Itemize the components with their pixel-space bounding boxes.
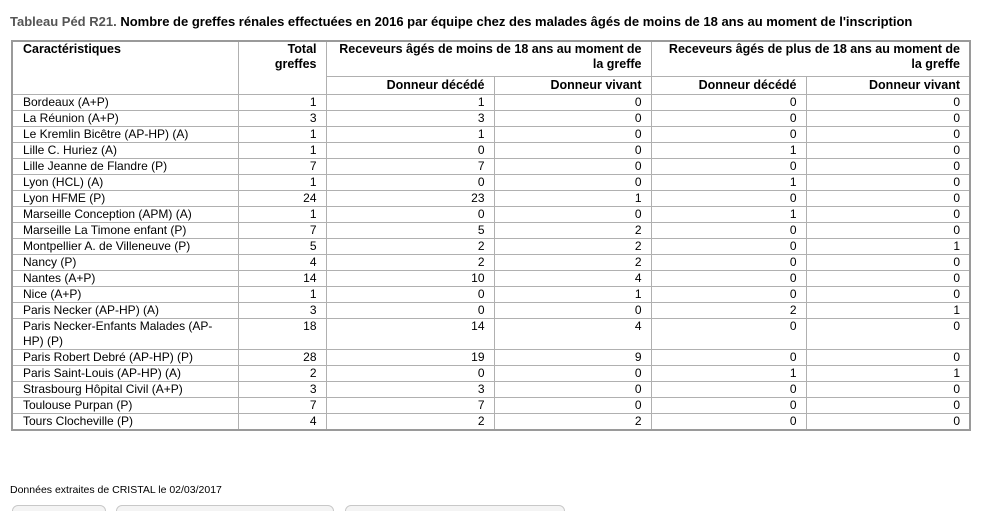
table-row (12, 382, 970, 398)
cell-over18-deceased: 0 (651, 111, 806, 127)
cell-under18-deceased: 2 (326, 239, 494, 255)
cell-over18-living: 0 (806, 414, 970, 431)
cell-over18-deceased: 2 (651, 303, 806, 319)
cell-over18-living: 1 (806, 239, 970, 255)
cell-team: Marseille La Timone enfant (P) (12, 223, 238, 239)
table-row (12, 175, 970, 191)
cell-under18-deceased: 19 (326, 350, 494, 366)
cell-under18-living: 0 (494, 398, 651, 414)
cell-under18-living: 1 (494, 287, 651, 303)
cell-over18-deceased: 0 (651, 382, 806, 398)
source-note: Données extraites de CRISTAL le 02/03/2017 (10, 484, 222, 496)
table-number: Tableau Péd R21. (10, 14, 117, 29)
cell-under18-deceased: 2 (326, 255, 494, 271)
cell-under18-deceased: 14 (326, 319, 494, 350)
cell-total: 3 (238, 111, 326, 127)
cell-under18-living: 4 (494, 319, 651, 350)
cell-over18-deceased: 0 (651, 414, 806, 431)
cell-under18-living: 4 (494, 271, 651, 287)
table-title (10, 14, 912, 29)
cell-under18-living: 0 (494, 127, 651, 143)
cell-team: Montpellier A. de Villeneuve (P) (12, 239, 238, 255)
cell-over18-deceased: 0 (651, 95, 806, 111)
cell-total: 1 (238, 175, 326, 191)
table-row (12, 191, 970, 207)
cell-over18-deceased: 0 (651, 255, 806, 271)
cell-over18-deceased: 1 (651, 143, 806, 159)
table-caption: Nombre de greffes rénales effectuées en 2016 par équipe chez des malades âgés de moins de 18 ans au moment de l'inscription (120, 14, 913, 29)
cell-total: 4 (238, 414, 326, 431)
cell-over18-living: 0 (806, 191, 970, 207)
header-under18-deceased-donor: Donneur décédé (326, 77, 494, 95)
cell-under18-deceased: 23 (326, 191, 494, 207)
cell-total: 7 (238, 398, 326, 414)
table-row (12, 127, 970, 143)
cell-under18-living: 0 (494, 175, 651, 191)
bottom-tab-3[interactable] (345, 505, 565, 511)
table-row (12, 287, 970, 303)
grafts-table (11, 40, 971, 431)
cell-team: Nancy (P) (12, 255, 238, 271)
cell-total: 1 (238, 143, 326, 159)
cell-total: 1 (238, 207, 326, 223)
cell-over18-deceased: 0 (651, 127, 806, 143)
cell-over18-living: 0 (806, 175, 970, 191)
cell-team: Paris Necker (AP-HP) (A) (12, 303, 238, 319)
cell-team: Toulouse Purpan (P) (12, 398, 238, 414)
cell-under18-deceased: 5 (326, 223, 494, 239)
cell-under18-living: 9 (494, 350, 651, 366)
cell-under18-living: 0 (494, 303, 651, 319)
cell-team: Lyon HFME (P) (12, 191, 238, 207)
cell-over18-living: 0 (806, 287, 970, 303)
cell-team: Nantes (A+P) (12, 271, 238, 287)
cell-over18-living: 0 (806, 207, 970, 223)
cell-total: 14 (238, 271, 326, 287)
cell-under18-deceased: 0 (326, 366, 494, 382)
cell-over18-living: 0 (806, 159, 970, 175)
table-row (12, 271, 970, 287)
cell-team: Paris Saint-Louis (AP-HP) (A) (12, 366, 238, 382)
table-row (12, 223, 970, 239)
cell-under18-living: 0 (494, 382, 651, 398)
cell-team: Lille C. Huriez (A) (12, 143, 238, 159)
cell-under18-deceased: 1 (326, 95, 494, 111)
cell-team: Bordeaux (A+P) (12, 95, 238, 111)
header-total: Total greffes (238, 41, 326, 95)
cell-over18-living: 0 (806, 127, 970, 143)
table-body (12, 95, 970, 431)
cell-team: Le Kremlin Bicêtre (AP-HP) (A) (12, 127, 238, 143)
cell-team: Paris Necker-Enfants Malades (AP-HP) (P) (12, 319, 238, 350)
cell-total: 2 (238, 366, 326, 382)
cell-team: La Réunion (A+P) (12, 111, 238, 127)
cell-under18-deceased: 0 (326, 175, 494, 191)
cell-under18-living: 0 (494, 159, 651, 175)
cell-total: 1 (238, 95, 326, 111)
cell-total: 4 (238, 255, 326, 271)
cell-under18-deceased: 3 (326, 382, 494, 398)
cell-total: 24 (238, 191, 326, 207)
cell-under18-deceased: 0 (326, 287, 494, 303)
cell-over18-deceased: 0 (651, 191, 806, 207)
cell-total: 3 (238, 303, 326, 319)
table-row (12, 303, 970, 319)
cell-total: 28 (238, 350, 326, 366)
cell-over18-deceased: 0 (651, 287, 806, 303)
cell-under18-deceased: 0 (326, 303, 494, 319)
table-row (12, 319, 970, 350)
cell-total: 1 (238, 287, 326, 303)
cell-under18-deceased: 0 (326, 143, 494, 159)
cell-total: 7 (238, 223, 326, 239)
table-row (12, 159, 970, 175)
cell-under18-living: 1 (494, 191, 651, 207)
cell-total: 1 (238, 127, 326, 143)
header-group-under18: Receveurs âgés de moins de 18 ans au moment de la greffe (326, 41, 651, 77)
cell-under18-living: 2 (494, 223, 651, 239)
table-header-row (12, 41, 970, 77)
cell-over18-deceased: 0 (651, 350, 806, 366)
cell-over18-living: 0 (806, 382, 970, 398)
cell-over18-deceased: 0 (651, 159, 806, 175)
cell-over18-deceased: 0 (651, 239, 806, 255)
cell-over18-deceased: 1 (651, 366, 806, 382)
bottom-tab-2[interactable] (116, 505, 334, 511)
cell-under18-living: 0 (494, 143, 651, 159)
table-row (12, 255, 970, 271)
cell-total: 18 (238, 319, 326, 350)
cell-over18-deceased: 0 (651, 319, 806, 350)
cell-over18-living: 0 (806, 398, 970, 414)
cell-under18-deceased: 1 (326, 127, 494, 143)
cell-under18-deceased: 3 (326, 111, 494, 127)
table-row (12, 95, 970, 111)
header-group-over18: Receveurs âgés de plus de 18 ans au moment de la greffe (651, 41, 970, 77)
cell-over18-deceased: 1 (651, 175, 806, 191)
table-row (12, 350, 970, 366)
cell-team: Lyon (HCL) (A) (12, 175, 238, 191)
cell-over18-deceased: 0 (651, 271, 806, 287)
table-row (12, 111, 970, 127)
cell-team: Paris Robert Debré (AP-HP) (P) (12, 350, 238, 366)
cell-total: 7 (238, 159, 326, 175)
cell-under18-deceased: 2 (326, 414, 494, 431)
cell-under18-deceased: 7 (326, 398, 494, 414)
cell-team: Strasbourg Hôpital Civil (A+P) (12, 382, 238, 398)
cell-over18-living: 0 (806, 319, 970, 350)
cell-over18-living: 0 (806, 255, 970, 271)
cell-under18-living: 0 (494, 95, 651, 111)
cell-team: Tours Clocheville (P) (12, 414, 238, 431)
header-characteristics: Caractéristiques (12, 41, 238, 95)
table-row (12, 398, 970, 414)
table-row (12, 143, 970, 159)
cell-over18-living: 0 (806, 271, 970, 287)
cell-over18-living: 0 (806, 95, 970, 111)
cell-over18-deceased: 1 (651, 207, 806, 223)
cell-over18-deceased: 0 (651, 398, 806, 414)
header-over18-deceased-donor: Donneur décédé (651, 77, 806, 95)
cell-over18-deceased: 0 (651, 223, 806, 239)
cell-under18-living: 0 (494, 111, 651, 127)
cell-over18-living: 0 (806, 350, 970, 366)
header-under18-living-donor: Donneur vivant (494, 77, 651, 95)
cell-under18-deceased: 7 (326, 159, 494, 175)
cell-under18-living: 0 (494, 366, 651, 382)
cell-team: Lille Jeanne de Flandre (P) (12, 159, 238, 175)
cell-over18-living: 0 (806, 143, 970, 159)
cell-under18-living: 2 (494, 414, 651, 431)
table-row (12, 366, 970, 382)
cell-team: Nice (A+P) (12, 287, 238, 303)
cell-over18-living: 0 (806, 223, 970, 239)
table-row (12, 414, 970, 431)
cell-over18-living: 0 (806, 111, 970, 127)
cell-under18-deceased: 0 (326, 207, 494, 223)
cell-over18-living: 1 (806, 366, 970, 382)
table-row (12, 239, 970, 255)
cell-under18-living: 2 (494, 255, 651, 271)
cell-over18-living: 1 (806, 303, 970, 319)
cell-under18-living: 2 (494, 239, 651, 255)
header-over18-living-donor: Donneur vivant (806, 77, 970, 95)
cell-total: 5 (238, 239, 326, 255)
cell-total: 3 (238, 382, 326, 398)
table-row (12, 207, 970, 223)
cell-under18-deceased: 10 (326, 271, 494, 287)
cell-under18-living: 0 (494, 207, 651, 223)
cell-team: Marseille Conception (APM) (A) (12, 207, 238, 223)
bottom-tab-1[interactable] (12, 505, 106, 511)
